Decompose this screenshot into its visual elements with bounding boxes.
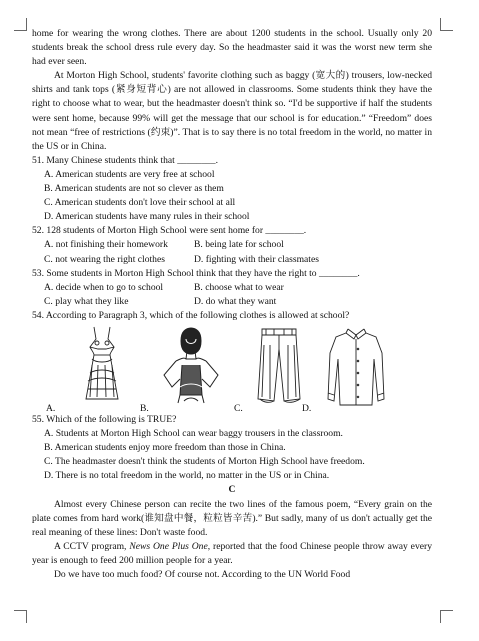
passage-paragraph: At Morton High School, students' favorite clothing such as baggy (宽大的) trousers, low-necked shirts and tank tops (紧身短背心) are not allowed in classrooms. Some students think they have the right to choose what to wear, but the headmaster doesn't think so. “I'd be supportive if half the students were sent home, because 99% will get the message that our school is for education.” “Freedom” does not mean “free of restrictions (约束)”. That is to say there is no total freedom in the world, no matter in the US or in China. (32, 70, 432, 152)
answer-option: D. American students have many rules in their school (44, 211, 250, 223)
option-label: C. (234, 402, 243, 414)
answer-option: A. American students are very free at school (44, 168, 215, 180)
answer-option: C. not wearing the right clothes (44, 253, 165, 265)
passage-paragraph: Almost every Chinese person can recite the two lines of the famous poem, “Every grain on the plate comes from hard work(谁知盘中餐，粒粒皆辛苦).” But sadly, many of us don't actually get the real meaning of these lines: Don't waste food. (32, 498, 432, 538)
answer-option: D. fighting with their classmates (194, 253, 319, 265)
option-label: B. (140, 402, 149, 414)
question-stem: 52. 128 students of Morton High School were sent home for ________. (32, 225, 307, 237)
answer-option: A. Students at Morton High School can wear baggy trousers in the classroom. (44, 428, 343, 440)
option-row (44, 238, 432, 252)
option-row (44, 295, 432, 309)
program-title: News One Plus One (129, 540, 208, 552)
shirt-icon (324, 325, 388, 412)
answer-option: C. The headmaster doesn't think the students of Morton High School have freedom. (44, 456, 365, 468)
question-stem: 54. According to Paragraph 3, which of the following clothes is allowed at school? (32, 309, 350, 321)
section-heading: C (228, 484, 236, 496)
answer-option: C. play what they like (44, 295, 129, 307)
baggy-trousers-icon (254, 325, 304, 410)
option-row (44, 281, 432, 295)
answer-option: A. decide when to go to school (44, 281, 164, 293)
document-page (32, 27, 432, 582)
passage-text: A CCTV program, (54, 540, 130, 552)
answer-option: C. American students don't love their school at all (44, 197, 236, 209)
answer-option: B. American students enjoy more freedom than those in China. (44, 442, 286, 454)
question-stem: 53. Some students in Morton High School think that they have the right to ________. (32, 267, 360, 279)
passage-paragraph (32, 540, 432, 568)
passage-paragraph: home for wearing the wrong clothes. There are about 1200 students in the school. Usually only 20 students break the school dress rule every day. So the headmaster said it was the worst new term she had ever seen. (32, 28, 432, 68)
option-row (44, 253, 432, 267)
answer-option: B. being late for school (194, 239, 284, 251)
question-stem: 51. Many Chinese students think that ________. (32, 154, 219, 166)
answer-option: B. American students are not so clever as them (44, 183, 224, 195)
question-stem: 55. Which of the following is TRUE? (32, 413, 177, 425)
tank-top-woman-icon (156, 325, 226, 410)
answer-option: A. not finishing their homework (44, 239, 168, 251)
crop-mark-top-right (440, 18, 453, 31)
dress-icon (72, 325, 132, 410)
passage-text: , reported that the food Chinese people throw away every year is enough to feed 200 million people for a year. (32, 540, 432, 566)
answer-option: D. do what they want (194, 295, 277, 307)
passage-paragraph: Do we have too much food? Of course not. According to the UN World Food (54, 569, 351, 580)
answer-option: B. choose what to wear (194, 281, 284, 293)
option-label: D. (302, 402, 312, 414)
crop-mark-top-left (14, 18, 27, 31)
clothing-options (32, 325, 432, 413)
crop-mark-bottom-left (14, 610, 27, 623)
crop-mark-bottom-right (440, 610, 453, 623)
answer-option: D. There is no total freedom in the world, no matter in the US or in China. (44, 470, 330, 482)
option-label: A. (46, 402, 56, 414)
